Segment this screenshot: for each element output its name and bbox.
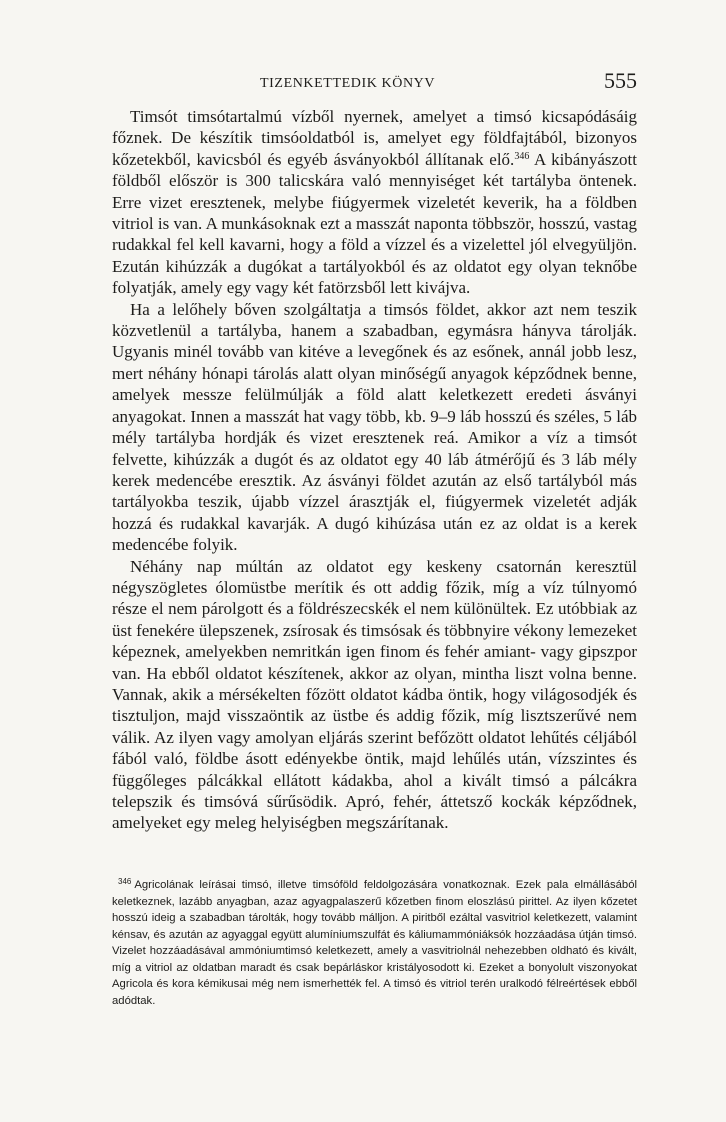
footnote-number: 346 (118, 877, 132, 886)
main-text (112, 106, 637, 834)
footnote-reference-346[interactable]: 346 (514, 150, 530, 162)
paragraph-2: Ha a lelőhely bőven szolgáltatja a timsós földet, akkor azt nem teszik közvetlenül a tartályba, hanem a szabadban, egymásra hányva tárolják. Ugyanis minél tovább van kitéve a levegőnek és az esőnek, annál jobb lesz, mert néhány hónapi tárolás alatt olyan minőségű anyagok képződnek benne, amelyek messze felülmúlják a föld alatt keletkezett eredeti ásványi anyagokat. Innen a masszát hat vagy több, kb. 9–9 láb hosszú és széles, 5 láb mély tartályba hordják és vizet eresztenek reá. Amikor a víz a timsót felvette, kihúzzák a dugót és az oldatot egy 40 láb átmérőjű és 3 láb mély kerek medencébe eresztik. Az ásványi földet azután az első tartályból más tartályokba teszik, újabb vízzel árasztják el, fiúgyermek vizeletét adják hozzá és rudakkal kavarják. A dugó kihúzása után ez az oldat is a kerek medencébe folyik. (112, 299, 637, 555)
page-header (112, 68, 637, 96)
running-title: TIZENKETTEDIK KÖNYV (260, 76, 436, 91)
footnote-text: Agricolának leírásai timsó, illetve timsóföld feldolgozására vonatkoznak. Ezek pala elmállásából keletkeznek, lazább anyagban, azaz agyagpalaszerű kőzetben finom eloszlású pirittel. Az ilyen kőzetet hosszú ideig a szabadban tárolták, hogy tovább málljon. A piritből ezáltal vasvitriol keletkezett, valamint kénsav, és azután az agyaggal együtt alumíniumszulfát és káliumammóniáksók hozzáadása útján timsó. Vizelet hozzáadásával ammóniumtimsó keletkezett, amely a vasvitriolnál nehezebben oldható és kivált, míg a vitriol az oldatban maradt és csak bepárláskor kristályosodott ki. Ezeket a bonyolult viszonyokat Agricola és kora kémikusai még nem ismerhették fel. A timsó és vitriol terén uralkodó félreértések ebből adódtak. (112, 879, 637, 1007)
page-number: 555 (604, 68, 637, 93)
paragraph-1-text-start: Timsót timsótartalmú vízből nyernek, amelyet a timsó kicsapódásáig főznek. De készítik timsóoldatból is, amelyet egy földfajtából, bizonyos kőzetekből, kavicsból és egyéb ásványokból állítanak elő. (112, 107, 637, 169)
paragraph-3: Néhány nap múltán az oldatot egy keskeny csatornán keresztül négyszögletes ólomüstbe merítik és ott addig főzik, míg a víz túlnyomó része el nem párolgott és a földrészecskék el nem különültek. Ez utóbbiak az üst fenekére ülepszenek, zsírosak és timsósak és többnyire vékony lemezeket képeznek, amelyekben nemritkán igen finom és fehér amiant- vagy gipszpor van. Ha ebből oldatot készítenek, akkor az olyan, mintha liszt volna benne. Vannak, akik a mérsékelten főzött oldatot kádba öntik, hogy világosodjék és tisztuljon, majd visszaöntik az üstbe és addig főzik, míg lisztszerűvé nem válik. Az ilyen vagy amolyan eljárás szerint befőzött oldatot lehűtés céljából fából való, földbe ásott edényekbe öntik, majd lehűlés után, vízszintes és függőleges pálcákkal ellátott kádakba, ahol a kivált timsó a pálcákra telepszik és timsóvá sűrűsödik. Apró, fehér, áttetsző kockák képződnek, amelyeket egy meleg helyiségben megszárítanak. (112, 556, 637, 833)
footnote-346 (112, 877, 637, 1009)
paragraph-1 (112, 106, 637, 299)
paragraph-1-text-end: A kibányászott földből először is 300 talicskára való mennyiséget két tartályba öntenek. Erre vizet eresztenek, melybe fiúgyermek vizeletét keverik, ha a földben vitriol is van. A munkásoknak ezt a masszát naponta többször, hosszú, vastag rudakkal fel kell kavarni, hogy a föld a vízzel és a vizelettel jól elvegyüljön. Ezután kihúzzák a dugókat a tartályokból és az oldatot egy olyan teknőbe folyatják, amely egy vagy két fatörzsből lett kivájva. (112, 149, 637, 298)
